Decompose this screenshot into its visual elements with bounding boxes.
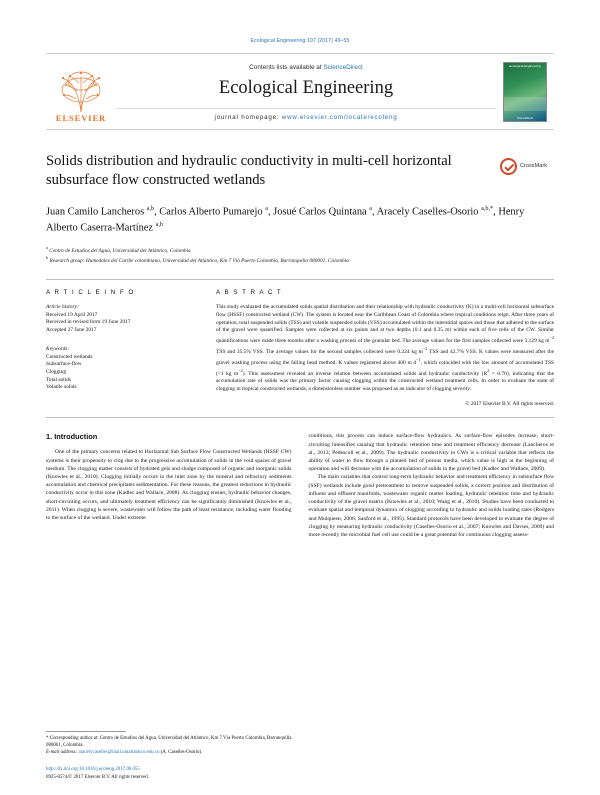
keywords-block — [46, 346, 196, 392]
history-revised: Received in revised form 19 June 2017 — [46, 319, 131, 326]
abstract-column — [216, 289, 554, 408]
body-paragraph: conditions, this process can induce surface-flow hydraulics. As surface-flow episodes increase, short-circuiting intensifies causing that hydraulic retention time and treatment efficiency decrease (Lancheros et al., 2013; Pedescoll et al., 2009). The hydraulic conductivity in CWs is a critical variable that reflects the ability of water to flow through a planted bed of porous media, which value is high at the beginning of operation and will decrease with the accumulation of solids in the gravel bed (Kadlec and Wallace, 2009). — [308, 433, 554, 473]
journal-cover-area — [496, 54, 554, 129]
journal-title: Ecological Engineering — [218, 77, 394, 98]
article-info-heading: A R T I C L E I N F O — [46, 288, 135, 296]
keyword-item: Volatile solids — [46, 384, 77, 391]
section-heading-introduction: 1. Introduction — [46, 432, 98, 442]
running-head: Ecological Engineering 107 (2017) 49–55 — [250, 38, 350, 44]
corresponding-author-note — [46, 731, 296, 757]
email-label: E-mail address: — [46, 750, 78, 756]
body-column-left — [46, 432, 292, 539]
page-title: Solids distribution and hydraulic conductivity in multi-cell horizontal subsurface flow constructed wetlands — [46, 153, 452, 189]
info-abstract-row — [46, 280, 554, 408]
affiliation-b: $^b$ Research group: Humedales del Caribe colombiano, Universidad del Atlántico, Km 7 Vía Puerto Colombia, Barranquilla 080001, Colombia — [46, 254, 349, 264]
body-paragraph: One of the primary concerns related to Horizontal Sub Surface Flow Constructed Wetlands (HSSF CW) systems is their propensity to clog due to the progressive accumulation of solids in the void spaces of gravel medium. The clogging matter consists of hydrated gels and sludge composed of organic and inorganic solids (Knowles et al., 2010). Clogging initially occurs in the inlet zone by the mineral and refractory sediments accumulation and chemical precipitates sedimentation. For these reasons, the greatest reductions in hydraulic conductivity occur in this zone (Kadlec and Wallace, 2008). As clogging ensues, hydraulic behavior changes, short-circuiting occurs, and ultimately treatment efficiency can be significantly diminished (Knowles et al., 2011). When clogging is severe, wastewater will follow the path of least resistance, including water flooding to the surface of the wetland. Under extreme — [46, 449, 292, 522]
body-column-right — [309, 432, 555, 539]
footnote-divider — [46, 731, 126, 732]
corresponding-address: Corresponding author at: Centro de Estudios del Agua, Universidad del Atlántico, Km 7 Vía Puerto Colombia, Barranquilla 080001, Colombia. — [46, 736, 292, 749]
keywords-label: Keywords: — [46, 345, 70, 352]
history-label: Article history: — [46, 303, 79, 310]
crossmark-badge[interactable] — [500, 154, 554, 178]
issn-copyright-line: 0925-8574/© 2017 Elsevier B.V. All rights reserved. — [46, 774, 149, 780]
article-info-column — [46, 289, 196, 408]
elsevier-logo — [54, 61, 108, 123]
keyword-item: Subsurface-flow — [46, 361, 82, 368]
sciencedirect-link[interactable]: ScienceDirect — [323, 63, 363, 71]
journal-cover-image — [503, 62, 547, 122]
affiliation-a: $^a$ Centro de Estudios del Agua, Universidad del Atlántico, Colombia — [46, 244, 191, 254]
cover-title: Ecological Engineering — [509, 63, 541, 68]
journal-masthead — [46, 53, 554, 130]
email-link[interactable]: aracelycaselles@mail.uniatlantico.edu.co — [78, 750, 160, 756]
keyword-item: Total solids — [46, 376, 71, 383]
author-list: Juan Camilo Lancheros $^{a,b}$, Carlos Alberto Pumarejo $^a$, Josué Carlos Quintana $^a$, Aracely Caselles-Osorio $^{a,b,*}$, Henry Alberto Caserra-Martínez $^{a,b}$ — [46, 204, 525, 234]
body-columns — [46, 432, 554, 539]
email-suffix: (A. Caselles-Osorio). — [160, 750, 203, 756]
crossmark-label: CrossMark — [520, 162, 548, 169]
corresponding-mark: * — [46, 736, 49, 742]
history-accepted: Accepted 27 June 2017 — [46, 326, 97, 333]
cover-footer: ScienceDirect — [516, 116, 533, 120]
keyword-item: Constructed wetlands — [46, 353, 93, 360]
doi-link[interactable]: http://dx.doi.org/10.1016/j.ecoleng.2017.06.055 — [46, 767, 140, 773]
affiliations — [46, 245, 554, 265]
email-line — [46, 750, 296, 757]
homepage-prefix: journal homepage: — [214, 113, 282, 121]
abstract-text: This study evaluated the accumulated solids spatial distribution and their relationship with hydraulic conductivity (K) in a multi-cell horizontal subsurface flow (HSSF) constructed wetland (CW). The system is located near the Caribbean Coast of Colombia where tropical conditions reign. After three years of operation, total suspended solids (TSS) and volatile suspended solids (VSS) accumulated within the interstitial spaces and those that adhered to the surface of the gravel were quantified. Samples were collected at six points and at two depths (0.1 and 0.35 m) within each of five cells of the CW. Similar quantifications were made three months after a washing process of the granular bed. The average values for the first samples collected were 3.129 kg $m^{-2}$ TSS and 35.5% VSS. The average values for the second samples collected were 0.224 kg $m^{-2}$ TSS and 42.7% VSS. K values were measured after the gravel washing process using the falling head method. K values registered above 400 m $d^{-1}$, which coincided with the low amount of accumulated TSS (<1 kg $m^{-2}$). This assessment revealed an inverse relation between accumulated solids and hydraulic conductivity $(R^2 = 0.76)$, indicating that the accumulation rate of solids was the primary factor causing clogging within the constructed wetland treatment cells. In order to evaluate the state of clogging in tropical constructed wetlands, a dimensionless number was proposed as an indicator of clogging severity. — [216, 303, 555, 393]
keyword-item: Clogging — [46, 368, 67, 375]
info-divider-bottom — [46, 417, 554, 418]
abstract-heading: A B S T R A C T — [216, 288, 283, 296]
title-block — [46, 152, 554, 191]
corresponding-author-text — [46, 736, 296, 750]
masthead-center — [116, 54, 496, 129]
cover-band — [504, 97, 546, 111]
body-paragraph: The main variables that control long-term hydraulic behavior and treatment efficiency in subsurface flow (SSF) wetlands include good pretreatment to remove suspended solids, a correct position and distribution of influent and effluent manifolds, wastewater organic matter loading, hydraulic retention time and hydraulic conductivity of the gravel matrix (Knowles et al., 2010; Wang et al., 2010). Studies have been conducted to evaluate spatial and temporal dynamics of clogging according to hydraulic and solids loading rates (Rodgers and Mulqueen, 2006; Sanford et al., 1995). Standard protocols have been developed to evaluate the degree of clogging by measuring hydraulic conductivity (Caselles-Osorio et al., 2007; Knowles and Davies, 2009) and more recently the microbial fuel cell use could be a great potential for continuous clogging assess- — [308, 474, 554, 538]
contents-available-line — [249, 64, 363, 71]
elsevier-tree-icon — [54, 69, 108, 113]
doi-footer — [46, 766, 149, 781]
crossmark-icon — [500, 158, 517, 175]
elsevier-wordmark: ELSEVIER — [55, 112, 107, 123]
journal-homepage-line — [116, 108, 496, 121]
history-received: Received 19 April 2017 — [46, 311, 98, 318]
publisher-logo-area — [46, 54, 116, 129]
abstract-copyright: © 2017 Elsevier B.V. All rights reserved. — [465, 401, 554, 408]
homepage-url-link[interactable]: www.elsevier.com/locate/ecoleng — [281, 113, 398, 121]
contents-prefix: Contents lists available at — [249, 63, 324, 71]
